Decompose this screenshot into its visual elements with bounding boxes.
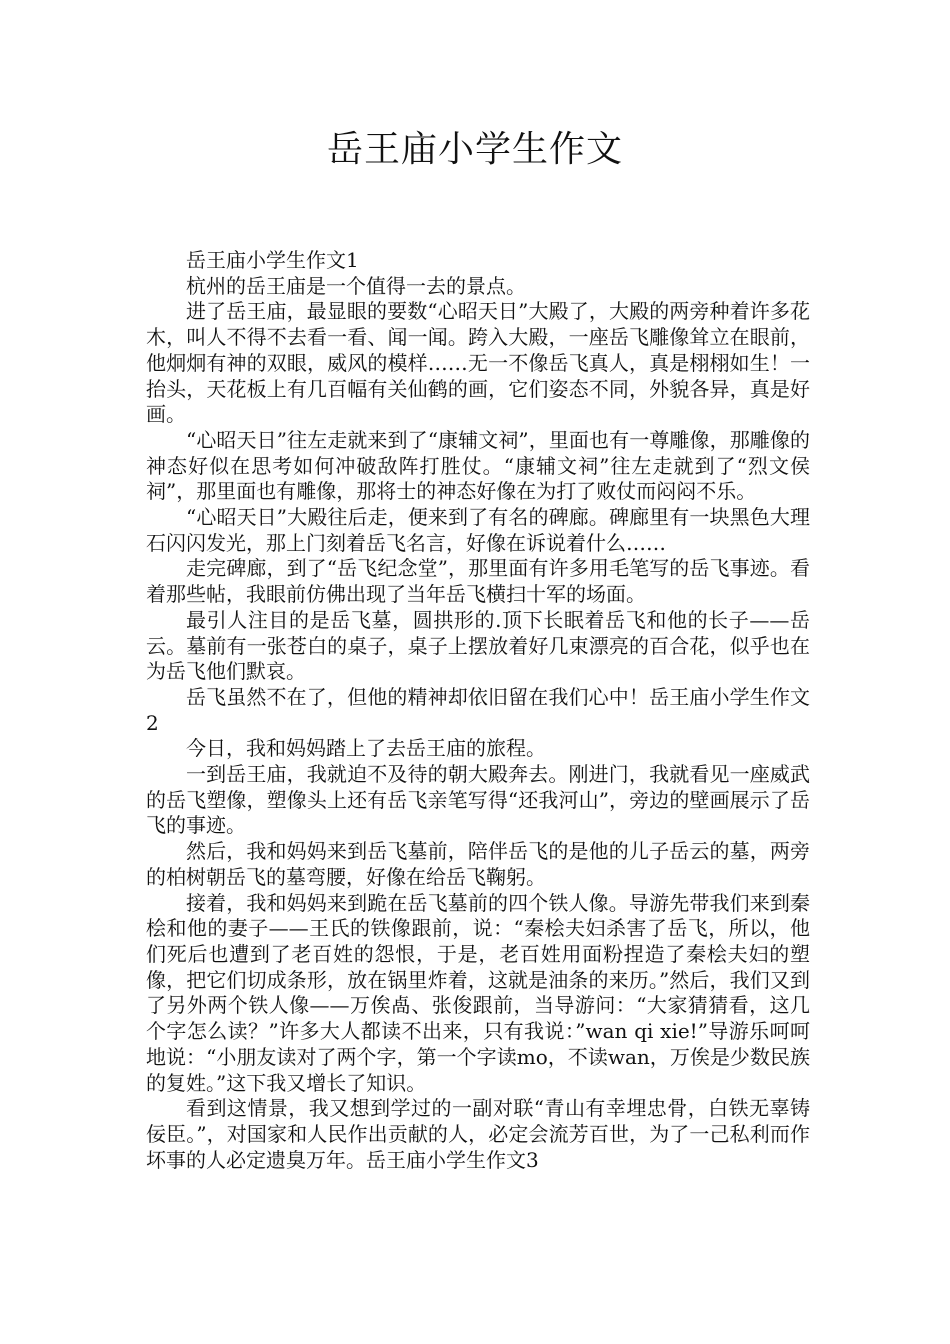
paragraph: 然后，我和妈妈来到岳飞墓前，陪伴岳飞的是他的儿子岳云的墓，两旁的柏树朝岳飞的墓弯腰，好像在给岳飞鞠躬。 — [146, 839, 810, 889]
paragraph: 岳王庙小学生作文1 — [186, 248, 359, 272]
essay-body — [146, 248, 810, 1173]
paragraph: 走完碑廊，到了“岳飞纪念堂”，那里面有许多用毛笔写的岳飞事迹。看着那些帖，我眼前仿佛出现了当年岳飞横扫十军的场面。 — [146, 556, 810, 607]
paragraph: 看到这情景，我又想到学过的一副对联“青山有幸埋忠骨，白铁无辜铸佞臣。”，对国家和人民作出贡献的人，必定会流芳百世，为了一己私利而作坏事的人必定遗臭万年。岳王庙小学生作文3 — [146, 1096, 810, 1172]
paragraph: 岳飞虽然不在了，但他的精神却依旧留在我们心中！岳王庙小学生作文2 — [146, 684, 810, 735]
document-title: 岳王庙小学生作文 — [326, 129, 623, 170]
paragraph: “心昭天日”往左走就来到了“康辅文祠”，里面也有一尊雕像，那雕像的神态好似在思考如何冲破敌阵打胜仗。“康辅文祠”往左走就到了“烈文侯祠”，那里面也有雕像，那将士的神态好像在为打了败仗而闷闷不乐。 — [146, 427, 810, 504]
paragraph: 一到岳王庙，我就迫不及待的朝大殿奔去。刚进门，我就看见一座威武的岳飞塑像，塑像头上还有岳飞亲笔写得“还我河山”，旁边的壁画展示了岳飞的事迹。 — [146, 762, 810, 838]
paragraph: 今日，我和妈妈踏上了去岳王庙的旅程。 — [186, 736, 546, 761]
paragraph: 杭州的岳王庙是一个值得一去的景点。 — [186, 273, 526, 298]
paragraph: “心昭天日”大殿往后走，便来到了有名的碑廊。碑廊里有一块黑色大理石闪闪发光，那上门刻着岳飞名言，好像在诉说着什么…… — [146, 505, 810, 555]
paragraph: 最引人注目的是岳飞墓，圆拱形的.顶下长眠着岳飞和他的长子——岳云。墓前有一张苍白的桌子，桌子上摆放着好几束漂亮的百合花，似乎也在为岳飞他们默哀。 — [146, 607, 810, 684]
paragraph: 进了岳王庙，最显眼的要数“心昭天日”大殿了，大殿的两旁种着许多花木，叫人不得不去看一看、闻一闻。跨入大殿，一座岳飞雕像耸立在眼前，他炯炯有神的双眼，威风的模样……无一不像岳飞真人，真是栩栩如生！一抬头，天花板上有几百幅有关仙鹤的画，它们姿态不同，外貌各异，真是好画。 — [146, 299, 810, 427]
paragraph: 接着，我和妈妈来到跪在岳飞墓前的四个铁人像。导游先带我们来到秦桧和他的妻子——王氏的铁像跟前，说：“秦桧夫妇杀害了岳飞，所以，他们死后也遭到了老百姓的怨恨，于是，老百姓用面粉捏造了秦桧夫妇的塑像，把它们切成条形，放在锅里炸着，这就是油条的来历。”然后，我们又到了另外两个铁人像——万俟卨、张俊跟前，当导游问：“大家猜猜看，这几个字怎么读？”许多大人都读不出来，只有我说：”wan qi xie!”导游乐呵呵地说：“小朋友读对了两个字，第一个字读mo，不读wan，万俟是少数民族的复姓。”这下我又增长了知识。 — [146, 890, 810, 1095]
